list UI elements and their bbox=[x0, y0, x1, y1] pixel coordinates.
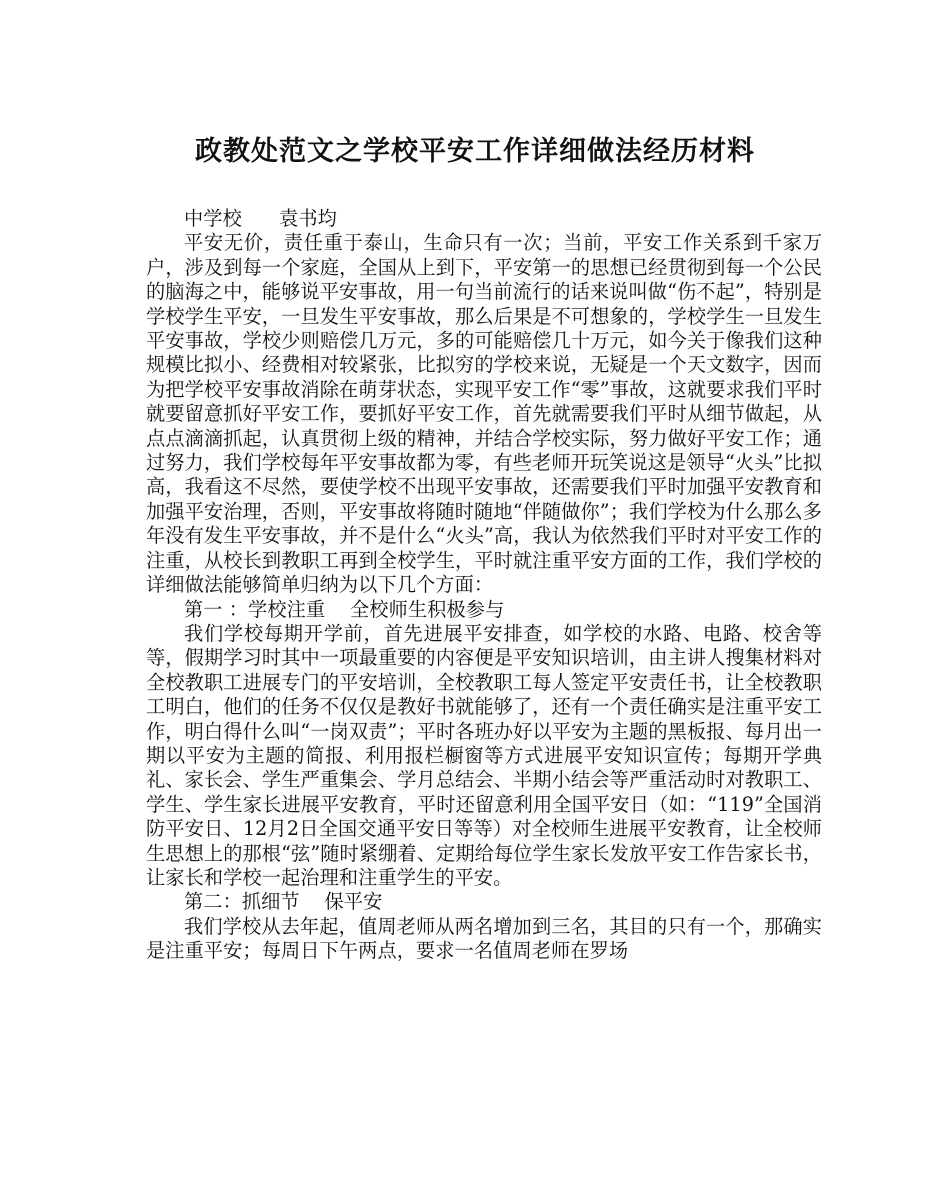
byline: 中学校 袁书均 bbox=[184, 207, 337, 230]
section-heading-1: 第一 ：学校注重 全校师生积极参与 bbox=[184, 597, 505, 621]
section-heading-2: 第二：抓细节 保平安 bbox=[184, 890, 383, 914]
paragraph-section-1: 我们学校每期开学前，首先进展平安排查，如学校的水路、电路、校舍等等，假期学习时其中一项最重要的内容便是平安知识培训，由主讲人搜集材料对全校教职工进展专门的平安培训，全校教职工每人签定平安责任书，让全校教职工明白，他们的任务不仅仅是教好书就能够了，还有一个责任确实是注重平安工作，明白得什么叫“一岗双责”；平时各班办好以平安为主题的黑板报、每月出一期以平安为主题的简报、利用报栏橱窗等方式进展平安知识宣传；每期开学典礼、家长会、学生严重集会、学月总结会、半期小结会等严重活动时对教职工、学生、学生家长进展平安教育，平时还留意利用全国平安日（如：“119”全国消防平安日、12月2日全国交通平安日等等）对全校师生进展平安教育，让全校师生思想上的那根“弦”随时紧绷着、定期给每位学生家长发放平安工作告家长书，让家长和学校一起治理和注重学生的平安。 bbox=[146, 621, 822, 889]
document-title: 政教处范文之学校平安工作详细做法经历材料 bbox=[195, 136, 755, 167]
paragraph-intro: 平安无价，责任重于泰山，生命只有一次；当前，平安工作关系到千家万户，涉及到每一个家庭，全国从上到下，平安第一的思想已经贯彻到每一个公民的脑海之中，能够说平安事故，用一句当前流行的话来说叫做“伤不起”，特别是学校学生平安，一旦发生平安事故，那么后果是不可想象的，学校学生一旦发生平安事故，学校少则赔偿几万元，多的可能赔偿几十万元，如今关于像我们这种规模比拟小、经费相对较紧张，比拟穷的学校来说，无疑是一个天文数字，因而为把学校平安事故消除在萌芽状态，实现平安工作“零”事故，这就要求我们平时就要留意抓好平安工作，要抓好平安工作，首先就需要我们平时从细节做起，从点点滴滴抓起，认真贯彻上级的精神，并结合学校实际，努力做好平安工作；通过努力，我们学校每年平安事故都为零，有些老师开玩笑说这是领导“火头”比拟高，我看这不尽然，要使学校不出现平安事故，还需要我们平时加强平安教育和加强平安治理，否则，平安事故将随时随地“伴随做你”；我们学校为什么那么多年没有发生平安事故，并不是什么“火头”高，我认为依然我们平时对平安工作的注重，从校长到教职工再到全校学生，平时就注重平安方面的工作，我们学校的详细做法能够简单归纳为以下几个方面： bbox=[146, 231, 822, 597]
paragraph-section-2: 我们学校从去年起，值周老师从两名增加到三名，其目的只有一个，那确实是注重平安；每周日下午两点，要求一名值周老师在罗场 bbox=[146, 914, 822, 963]
document-body bbox=[146, 207, 822, 964]
